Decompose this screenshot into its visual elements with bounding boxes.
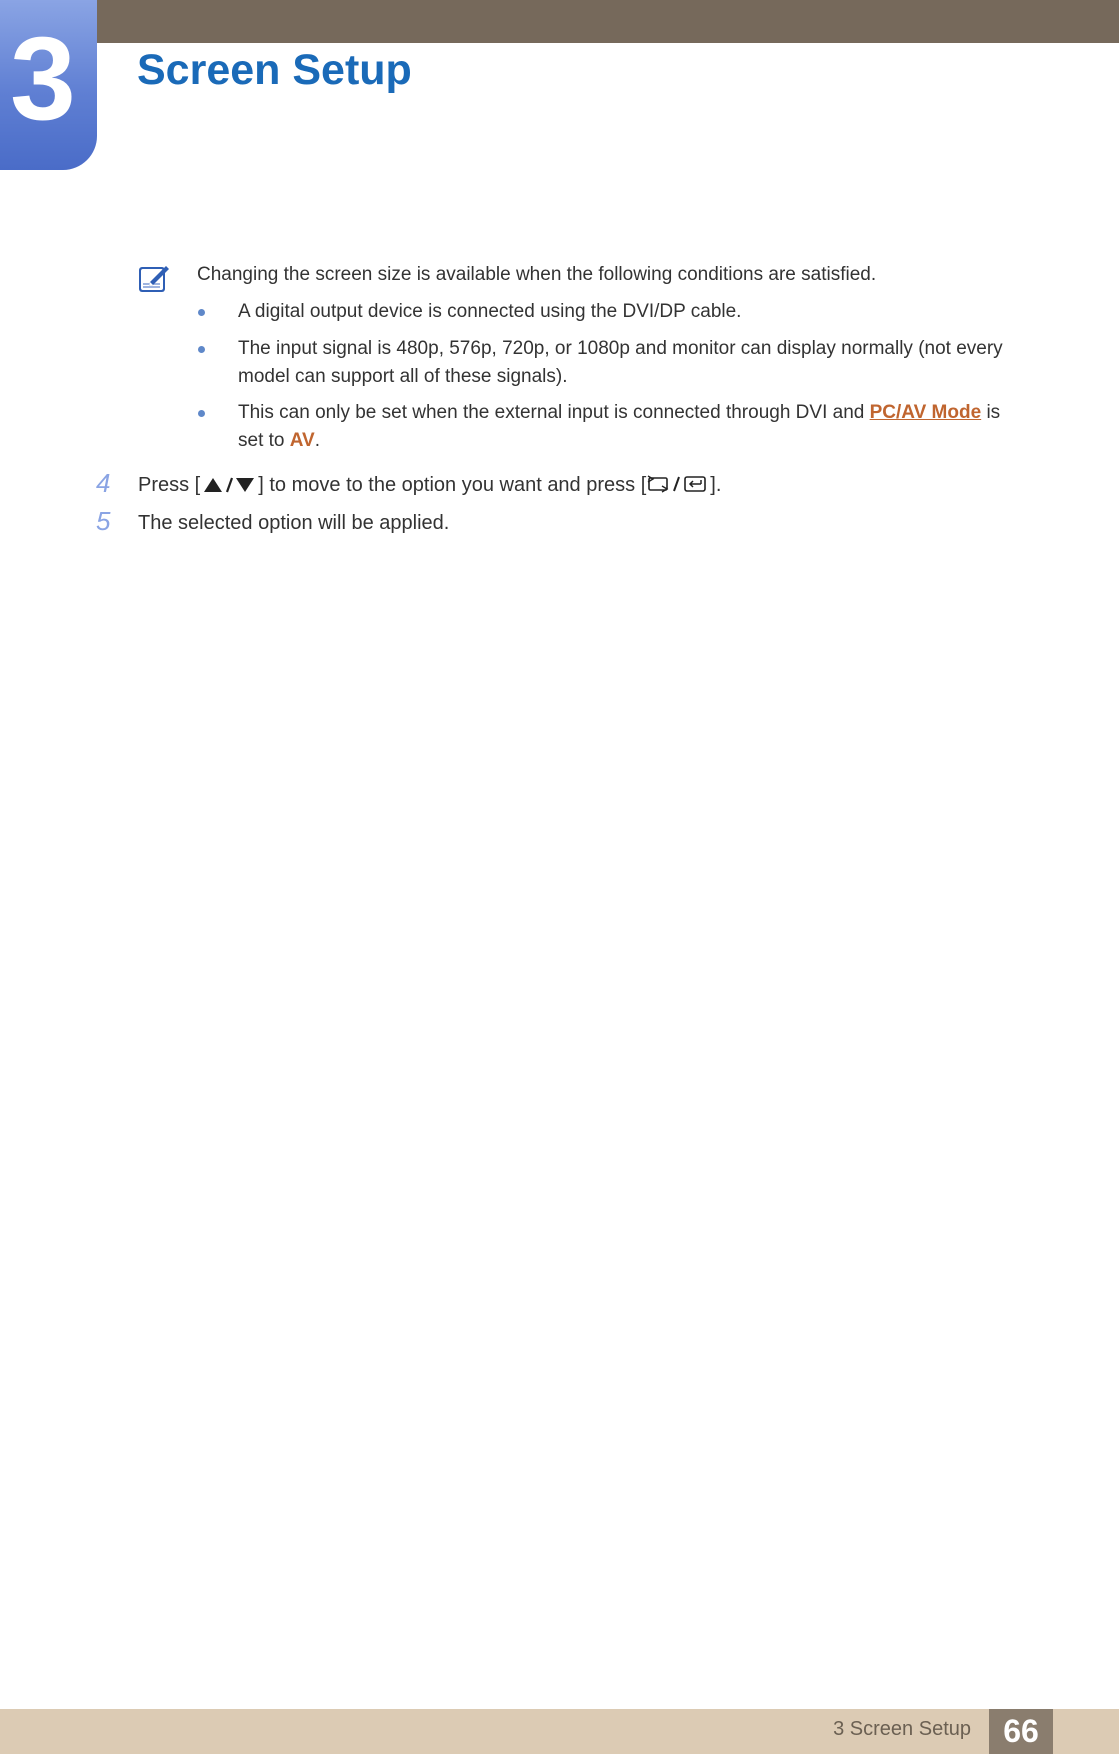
bullet-dot — [198, 410, 205, 417]
note-bullet-2: The input signal is 480p, 576p, 720p, or 1080p and monitor can display normally (not every model can support all of these signals). — [238, 338, 1003, 387]
bullet-3-prefix: This can only be set when the external input is connected through DVI and — [238, 402, 870, 423]
enter-source-icon — [646, 474, 710, 494]
note-pencil-icon — [138, 264, 170, 294]
note-bullet-1: A digital output device is connected using the DVI/DP cable. — [238, 301, 742, 322]
bullet-3-suffix: . — [314, 430, 321, 451]
av-value: AV — [289, 430, 315, 451]
step-5-text: The selected option will be applied. — [138, 512, 450, 534]
bullet-dot — [198, 309, 205, 316]
chapter-title: Screen Setup — [137, 46, 412, 94]
step-4-pre: Press [ — [138, 474, 201, 496]
step-number-5: 5 — [96, 506, 111, 536]
page-number: 66 — [989, 1709, 1053, 1754]
pc-av-mode-link[interactable]: PC/AV Mode — [869, 402, 982, 423]
step-4-post: ]. — [710, 474, 722, 496]
chapter-number: 3 — [10, 13, 76, 145]
up-down-arrow-icon — [200, 476, 258, 494]
step-number-4: 4 — [96, 468, 111, 498]
bullet-3-middle: is set to — [238, 402, 1001, 451]
step-4-text — [138, 472, 721, 498]
note-bullet-3 — [238, 399, 1028, 455]
footer-section-label: 3 Screen Setup — [833, 1718, 971, 1740]
bullet-dot — [198, 346, 205, 353]
note-text: Changing the screen size is available when the following conditions are satisfied. — [197, 264, 877, 285]
chapter-tab — [0, 0, 97, 170]
step-4-mid: ] to move to the option you want and press [ — [258, 474, 647, 496]
top-header-bar — [0, 0, 1119, 43]
